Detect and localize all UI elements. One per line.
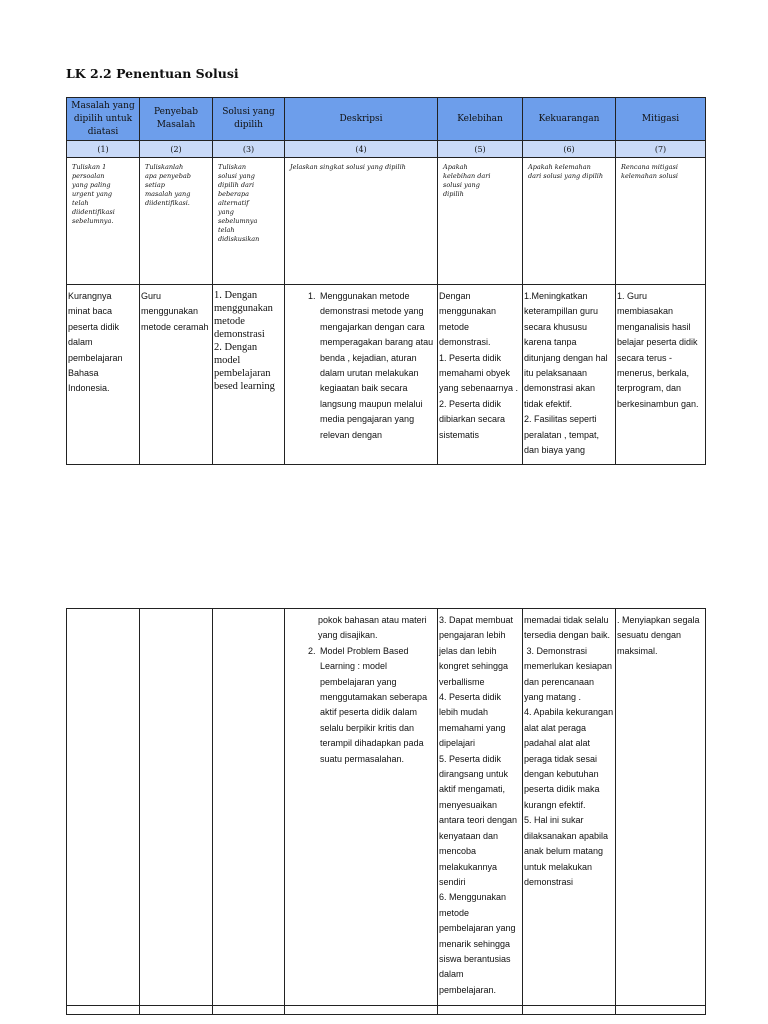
cell-deskripsi [285,285,438,465]
guide-text: Apakah kelebihan dari solusi yang dipilih [438,158,523,285]
solusi-item: 2. Dengan model pembelajaran besed learning [214,342,275,392]
header-mitigasi: Mitigasi [616,98,706,141]
cell-mitigasi: 1. Guru membiasakan menganalisis hasil belajar peserta didik secara terus - menerus, berkala, terprogram, dan berkesinambun gan. [616,285,706,465]
solution-table-continued [66,608,706,1015]
solusi-item: 1. Dengan menggunakan metode demonstrasi [214,290,273,340]
deskripsi-continuation: pokok bahasan atau materi yang disajikan. [318,615,427,641]
guide-text: Tuliskanlah apa penyebab setiap masalah yang diidentifikasi. [140,158,213,285]
column-number: (3) [213,141,285,158]
header-kekurangan: Kekuarangan [523,98,616,141]
cell-solusi [213,285,285,465]
header-kelebihan: Kelebihan [438,98,523,141]
table-row [67,285,706,465]
header-solusi: Solusi yang dipilih [213,98,285,141]
kekurangan-item: 3. Demonstrasi memerlukan kesiapan dan perencanaan yang matang . [524,645,615,703]
cell-kekurangan [523,285,616,465]
cell-kekurangan [523,609,616,1006]
table-row [67,609,706,1006]
kekurangan-item: 2. Fasilitas seperti peralatan , tempat, dan biaya yang [524,414,600,456]
cell-kelebihan [438,609,523,1006]
guide-row [67,158,706,285]
header-penyebab: Penyebab Masalah [140,98,213,141]
header-masalah: Masalah yang dipilih untuk diatasi [67,98,140,141]
kekurangan-item: 4. Apabila kekurangan alat alat peraga padahal alat alat peraga tidak sesai dengan kebutuhan peserta didik maka kurangn efektif. [524,707,614,810]
kelebihan-item: 4. Peserta didik lebih mudah memahami yang dipelajari [439,692,506,749]
kelebihan-item: Dengan menggunakan metode demonstrasi. [439,291,497,348]
cell-masalah [67,609,140,1006]
kelebihan-item: 5. Peserta didik dirangsang untuk aktif mengamati, menyesuaikan antara teori dengan kenyataan dan mencoba melakukannya sendiri [439,753,518,887]
deskripsi-item: 2. Model Problem Based Learning : model pembelajaran yang menggutamakan seberapa aktif peserta didik dalam selalu berpikir kritis dan terampil dihadapkan pada suatu permasalahan. [318,644,436,767]
kelebihan-item: 3. Dapat membuat pengajaran lebih jelas dan lebih kongret sehingga verballisme [439,615,514,687]
kelebihan-item: 6. Menggunakan metode pembelajaran yang menarik sehingga siswa berantusias dalam pembelajaran. [439,892,516,995]
kelebihan-item: 2. Peserta didik dibiarkan secara sistematis [439,398,506,440]
guide-text: Jelaskan singkat solusi yang dipilih [285,158,438,285]
column-number: (7) [616,141,706,158]
column-number: (5) [438,141,523,158]
solution-table [66,97,706,465]
column-number: (6) [523,141,616,158]
guide-text: Tuliskan 1 persoalan yang paling urgent yang telah diidentifikasi sebelumnya. [67,158,140,285]
kekurangan-item: 1.Meningkatkan keterampillan guru secara khususu karena tanpa ditunjang dengan hal itu pelaksanaan demonstrasi akan tidak efektif. [524,291,608,409]
guide-text: Tuliskan solusi yang dipilih dari beberapa alternatif yang sebelumnya telah didiskusikan [213,158,285,285]
guide-text: Apakah kelemahan dari solusi yang dipilih [523,158,616,285]
number-row [67,141,706,158]
kekurangan-item: memadai tidak selalu tersedia dengan baik. [524,615,611,641]
column-number: (1) [67,141,140,158]
kelebihan-item: 1. Peserta didik memahami obyek yang sebenaarnya . [439,352,519,394]
cell-kelebihan [438,285,523,465]
cell-penyebab [140,609,213,1006]
guide-text: Rencana mitigasi kelemahan solusi [616,158,706,285]
cell-penyebab: Guru menggunakan metode ceramah [140,285,213,465]
cell-masalah: Kurangnya minat baca peserta didik dalam pembelajaran Bahasa Indonesia. [67,285,140,465]
column-number: (4) [285,141,438,158]
column-number: (2) [140,141,213,158]
header-row [67,98,706,141]
page-title: LK 2.2 Penentuan Solusi [66,66,239,81]
cell-deskripsi [285,609,438,1006]
cell-solusi [213,609,285,1006]
kekurangan-item: 5. Hal ini sukar dilaksanakan apabila anak belum matang untuk melakukan demonstrasi [524,815,609,887]
header-deskripsi: Deskripsi [285,98,438,141]
table-row [67,1006,706,1015]
cell-mitigasi: . Menyiapkan segala sesuatu dengan maksimal. [616,609,706,1006]
deskripsi-item: 1. Menggunakan metode demonstrasi metode yang mengajarkan dengan cara memperagakan barang atau benda , kejadian, aturan dalam urutan melakukan kegiaatan baik secara langsung maupun melalui media pengajaran yang relevan dengan [318,289,436,443]
